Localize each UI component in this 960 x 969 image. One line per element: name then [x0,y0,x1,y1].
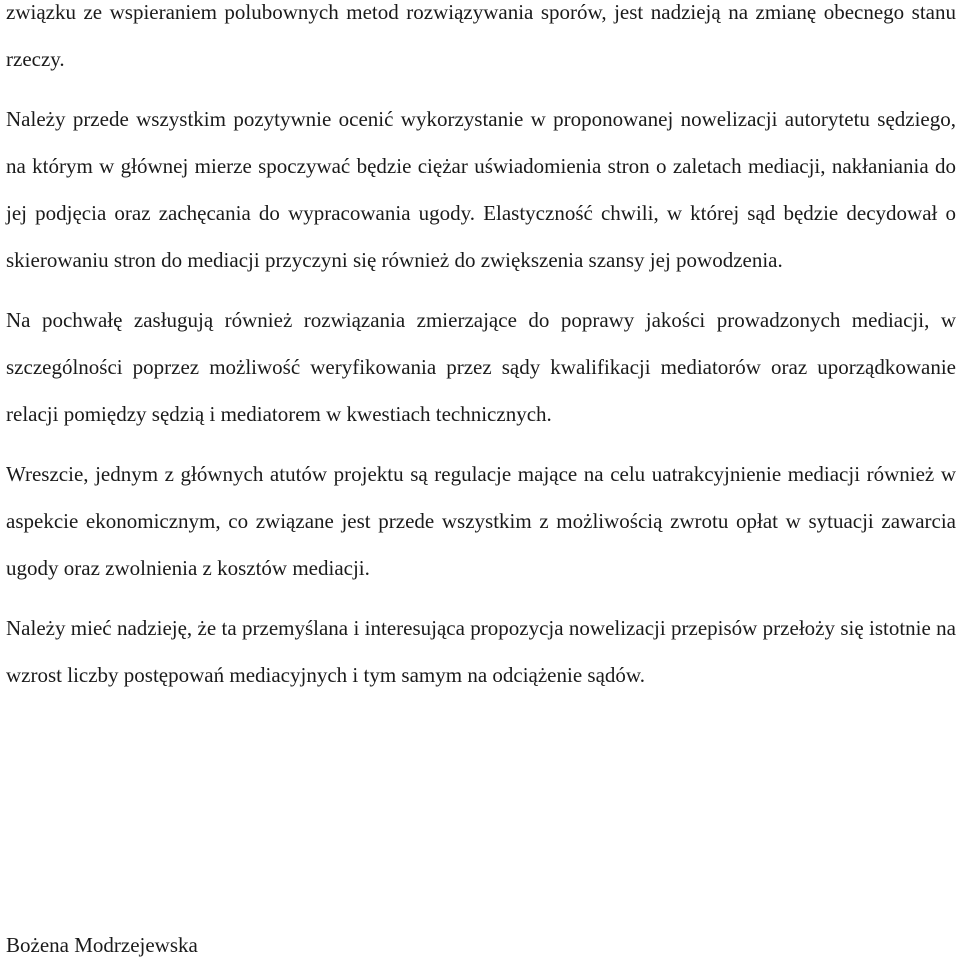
author-signature: Bożena Modrzejewska [6,933,198,957]
paragraph-4: Wreszcie, jednym z głównych atutów projektu są regulacje mające na celu uatrakcyjnienie mediacji również w aspekcie ekonomicznym, co związane jest przede wszystkim z możliwością zwrotu opłat w sytuacji zawarcia ugody oraz zwolnienia z kosztów mediacji. [6,461,956,581]
paragraph-gap [6,439,956,451]
paragraph-gap [6,84,956,96]
paragraph-3: Na pochwałę zasługują również rozwiązania zmierzające do poprawy jakości prowadzonych mediacji, w szczególności poprzez możliwość weryfikowania przez sądy kwalifikacji mediatorów oraz uporządkowanie relacji pomiędzy sędzią i mediatorem w kwestiach technicznych. [6,307,956,427]
document-body [6,0,956,699]
paragraph-1: związku ze wspieraniem polubownych metod rozwiązywania sporów, jest nadzieją na zmianę obecnego stanu rzeczy. [6,0,956,72]
paragraph-2: Należy przede wszystkim pozytywnie ocenić wykorzystanie w proponowanej nowelizacji autorytetu sędziego, na którym w głównej mierze spoczywać będzie ciężar uświadomienia stron o zaletach mediacji, nakłaniania do jej podjęcia oraz zachęcania do wypracowania ugody. Elastyczność chwili, w której sąd będzie decydował o skierowaniu stron do mediacji przyczyni się również do zwiększenia szansy jej powodzenia. [6,106,956,273]
paragraph-gap [6,285,956,297]
paragraph-5: Należy mieć nadzieję, że ta przemyślana i interesująca propozycja nowelizacji przepisów przełoży się istotnie na wzrost liczby postępowań mediacyjnych i tym samym na odciążenie sądów. [6,615,956,687]
paragraph-gap [6,593,956,605]
